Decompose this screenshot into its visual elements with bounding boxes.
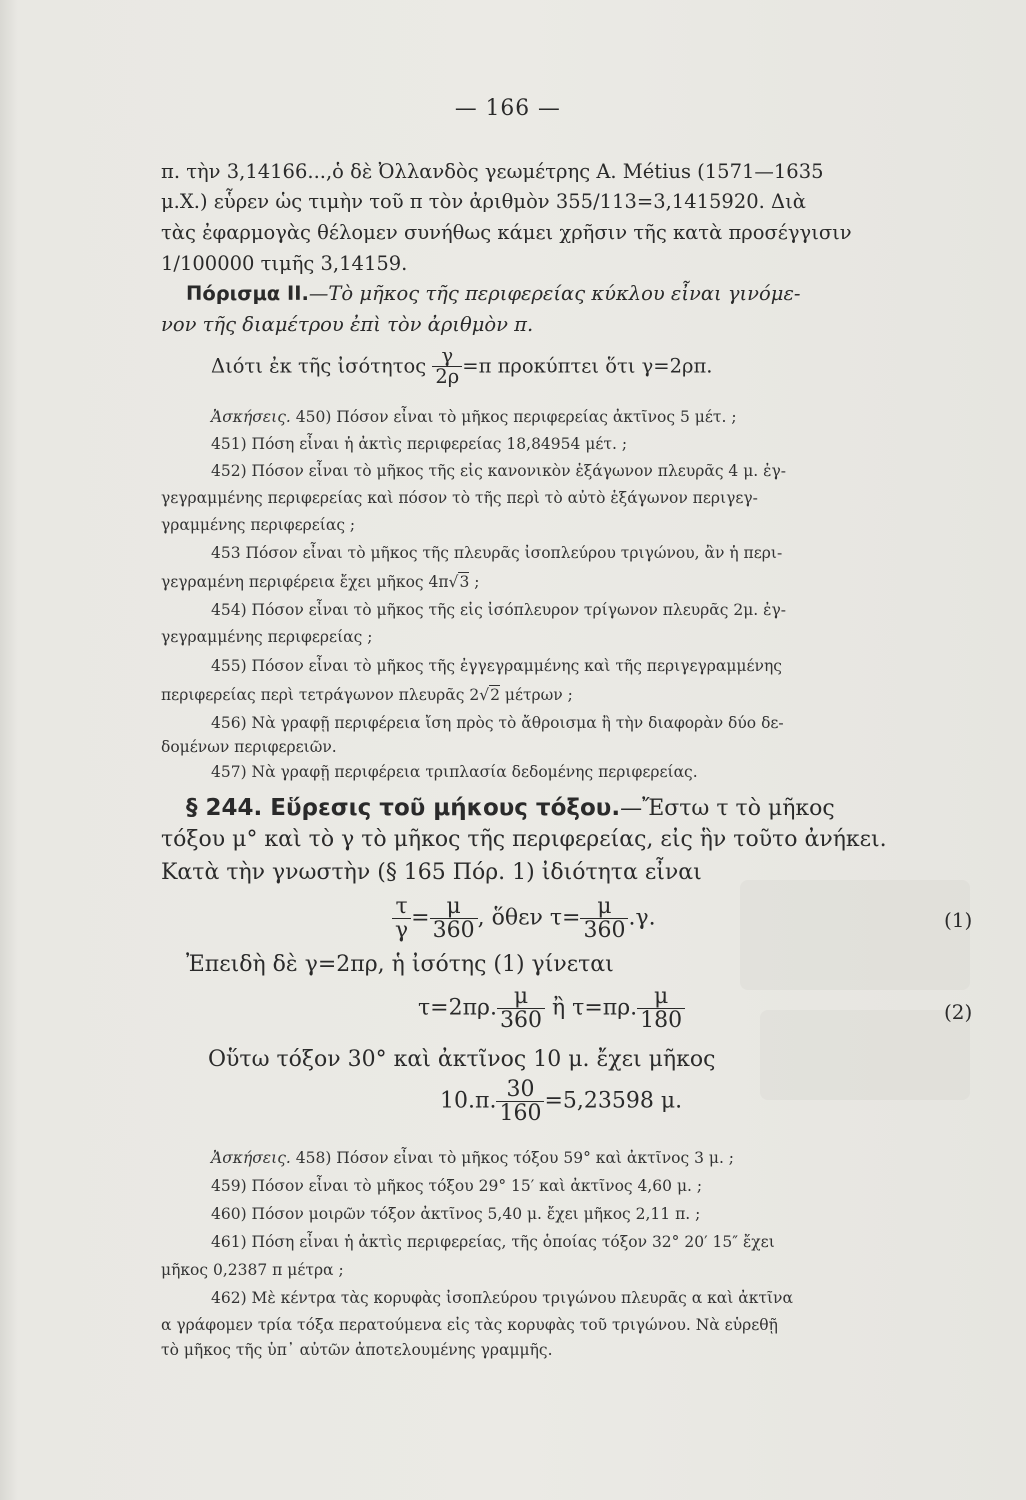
frac-den: 180 <box>640 1008 683 1034</box>
exercise-455-end: μέτρων ; <box>499 686 573 704</box>
exercise-457: 457) Νὰ γραφῇ περιφέρεια τριπλασία δεδομένης περιφερείας. <box>211 763 698 781</box>
page-number: — 166 — <box>454 96 561 121</box>
exercise-462-line-2: α γράφομεν τρία τόξα περατούμενα εἰς τὰς κορυφὰς τοῦ τριγώνου. Νὰ εὑρεθῇ <box>161 1316 778 1334</box>
intro-line-3: τὰς ἐφαρμογὰς θέλομεν συνήθως κάμει χρῆσιν τῆς κατὰ προσέγγισιν <box>161 221 852 244</box>
equation-1 <box>392 895 656 942</box>
frac-den: 360 <box>432 918 475 944</box>
frac-den: 360 <box>583 918 626 944</box>
section-line-2: τόξου μ° καὶ τὸ γ τὸ μῆκος τῆς περιφερείας, εἰς ἣν τοῦτο ἀνήκει. <box>161 827 887 852</box>
frac-den: 160 <box>499 1101 542 1127</box>
exercise-452-line-2: γεγραμμένης περιφερείας καὶ πόσον τὸ τῆς περὶ τὸ αὐτὸ ἑξάγωνον περιγεγ- <box>161 489 758 507</box>
exercise-452-line-3: γραμμένης περιφερείας ; <box>161 516 356 534</box>
exercise-455-line-1: 455) Πόσον εἶναι τὸ μῆκος τῆς ἐγγεγραμμένης καὶ τῆς περιγεγραμμένης <box>211 657 782 675</box>
equation-3 <box>440 1078 682 1125</box>
dioti-fraction <box>432 346 462 388</box>
exercise-453-line-2 <box>161 573 479 591</box>
equation-2 <box>418 985 685 1032</box>
exercise-462-line-3: τὸ μῆκος τῆς ὑπ᾽ αὐτῶν ἀποτελουμένης γραμμῆς. <box>161 1341 553 1359</box>
eq3-prefix: 10.π. <box>440 1088 497 1114</box>
equals: = <box>411 905 430 931</box>
section-line-3: Κατὰ τὴν γνωστὴν (§ 165 Πόρ. 1) ἰδιότητα εἶναι <box>161 860 702 885</box>
paper-stain <box>760 1010 970 1100</box>
eq2-middle: ἢ τ=πρ. <box>545 995 638 1021</box>
section-heading-line <box>186 795 835 821</box>
exercise-456-line-2: δομένων περιφερειῶν. <box>161 738 337 756</box>
exercise-461-line-1: 461) Πόση εἶναι ἡ ἀκτὶς περιφερείας, τῆς ὁποίας τόξον 32° 20′ 15″ ἔχει <box>211 1233 775 1251</box>
exercise-454-line-1: 454) Πόσον εἶναι τὸ μῆκος τῆς εἰς ἰσόπλευρον τρίγωνον πλευρᾶς 2μ. ἐγ- <box>211 601 786 619</box>
intro-line-2: μ.Χ.) εὗρεν ὡς τιμὴν τοῦ π τὸν ἀριθμὸν 355/113=3,1415920. Διὰ <box>161 190 806 213</box>
porisma-text-1: —Τὸ μῆκος τῆς περιφερείας κύκλου εἶναι γινόμε- <box>308 282 801 305</box>
intro-line-1: π. τὴν 3,14166...,ὁ δὲ Ὀλλανδὸς γεωμέτρης Α. Métius (1571—1635 <box>161 160 824 183</box>
radicand: 2 <box>490 686 500 704</box>
eq1-middle: , ὅθεν τ= <box>477 905 581 931</box>
exercise-461-line-2: μῆκος 0,2387 π μέτρα ; <box>161 1261 344 1279</box>
equation-1-number: (1) <box>944 908 973 932</box>
exercise-450 <box>211 408 737 426</box>
frac-num: 30 <box>496 1078 544 1102</box>
intro-line-4: 1/100000 τιμῆς 3,14159. <box>161 252 408 275</box>
eq2-frac-a <box>497 985 545 1032</box>
eq3-frac <box>496 1078 544 1125</box>
frac-num: τ <box>392 895 411 919</box>
dioti-frac-den: 2ρ <box>435 365 460 389</box>
exercise-453-text: γεγραμένη περιφέρεια ἔχει μῆκος 4π√ <box>161 573 459 591</box>
exercise-458 <box>211 1149 734 1167</box>
dioti-after: =π προκύπτει ὅτι γ=2ρπ. <box>462 354 713 378</box>
exercise-456-line-1: 456) Νὰ γραφῇ περιφέρεια ἴση πρὸς τὸ ἄθροισμα ἢ τὴν διαφορὰν δύο δε- <box>211 714 784 732</box>
exercise-452-line-1: 452) Πόσον εἶναι τὸ μῆκος τῆς εἰς κανονικὸν ἑξάγωνον πλευρᾶς 4 μ. ἐγ- <box>211 462 786 480</box>
porisma-text-2: νον τῆς διαμέτρου ἐπὶ τὸν ἀριθμὸν π. <box>161 313 534 336</box>
outw-line: Οὕτω τόξον 30° καὶ ἀκτῖνος 10 μ. ἔχει μῆκος <box>208 1047 716 1072</box>
frac-num: μ <box>430 895 478 919</box>
exercise-453-line-1: 453 Πόσον εἶναι τὸ μῆκος τῆς πλευρᾶς ἰσοπλεύρου τριγώνου, ἂν ἡ περι- <box>211 544 783 562</box>
eq2-frac-b <box>637 985 685 1032</box>
dioti-before: Διότι ἐκ τῆς ἰσότητος <box>211 354 427 378</box>
frac-num: μ <box>497 985 545 1009</box>
exercises-heading-2: Ἀσκήσεις. <box>211 1149 291 1167</box>
frac-num: μ <box>637 985 685 1009</box>
eq3-result: =5,23598 μ. <box>544 1088 683 1114</box>
exercise-458-text: 458) Πόσον εἶναι τὸ μῆκος τόξου 59° καὶ ἀκτῖνος 3 μ. ; <box>295 1149 735 1167</box>
exercise-455-line-2 <box>161 686 573 704</box>
frac-den: 360 <box>500 1008 542 1034</box>
epeidh-line: Ἐπειδὴ δὲ γ=2πρ, ἡ ἰσότης (1) γίνεται <box>186 952 614 977</box>
porisma-line-1 <box>186 282 801 305</box>
dioti-line <box>211 346 712 388</box>
exercise-460: 460) Πόσον μοιρῶν τόξον ἀκτῖνος 5,40 μ. ἔχει μῆκος 2,11 π. ; <box>211 1205 701 1223</box>
frac-den: γ <box>395 918 409 944</box>
porisma-label: Πόρισμα ΙΙ. <box>186 282 309 305</box>
exercises-heading: Ἀσκήσεις. <box>211 408 291 426</box>
section-text-1: —Ἔστω τ τὸ μῆκος <box>620 796 835 821</box>
eq1-frac-a <box>392 895 411 942</box>
radicand: 3 <box>459 573 470 591</box>
exercise-462-line-1: 462) Μὲ κέντρα τὰς κορυφὰς ἰσοπλεύρου τριγώνου πλευρᾶς α καὶ ἀκτῖνα <box>211 1289 793 1307</box>
eq2-prefix: τ=2πρ. <box>418 995 497 1021</box>
exercise-453-end: ; <box>469 573 480 591</box>
eq1-frac-b <box>430 895 478 942</box>
section-title: § 244. Εὕρεσις τοῦ μήκους τόξου. <box>186 795 621 821</box>
frac-num: μ <box>580 895 628 919</box>
equation-2-number: (2) <box>944 1000 973 1024</box>
exercise-459: 459) Πόσον εἶναι τὸ μῆκος τόξου 29° 15′ καὶ ἀκτῖνος 4,60 μ. ; <box>211 1177 703 1195</box>
exercise-451: 451) Πόση εἶναι ἡ ἀκτὶς περιφερείας 18,84954 μέτ. ; <box>211 435 628 453</box>
paper-stain <box>740 880 973 990</box>
exercise-454-line-2: γεγραμμένης περιφερείας ; <box>161 628 373 646</box>
exercise-450-text: 450) Πόσον εἶναι τὸ μῆκος περιφερείας ἀκτῖνος 5 μέτ. ; <box>295 408 737 426</box>
exercise-455-text: περιφερείας περὶ τετράγωνον πλευρᾶς 2√ <box>161 686 490 704</box>
eq1-tail: .γ. <box>628 905 656 931</box>
eq1-frac-c <box>580 895 628 942</box>
dioti-frac-num: γ <box>432 346 462 367</box>
